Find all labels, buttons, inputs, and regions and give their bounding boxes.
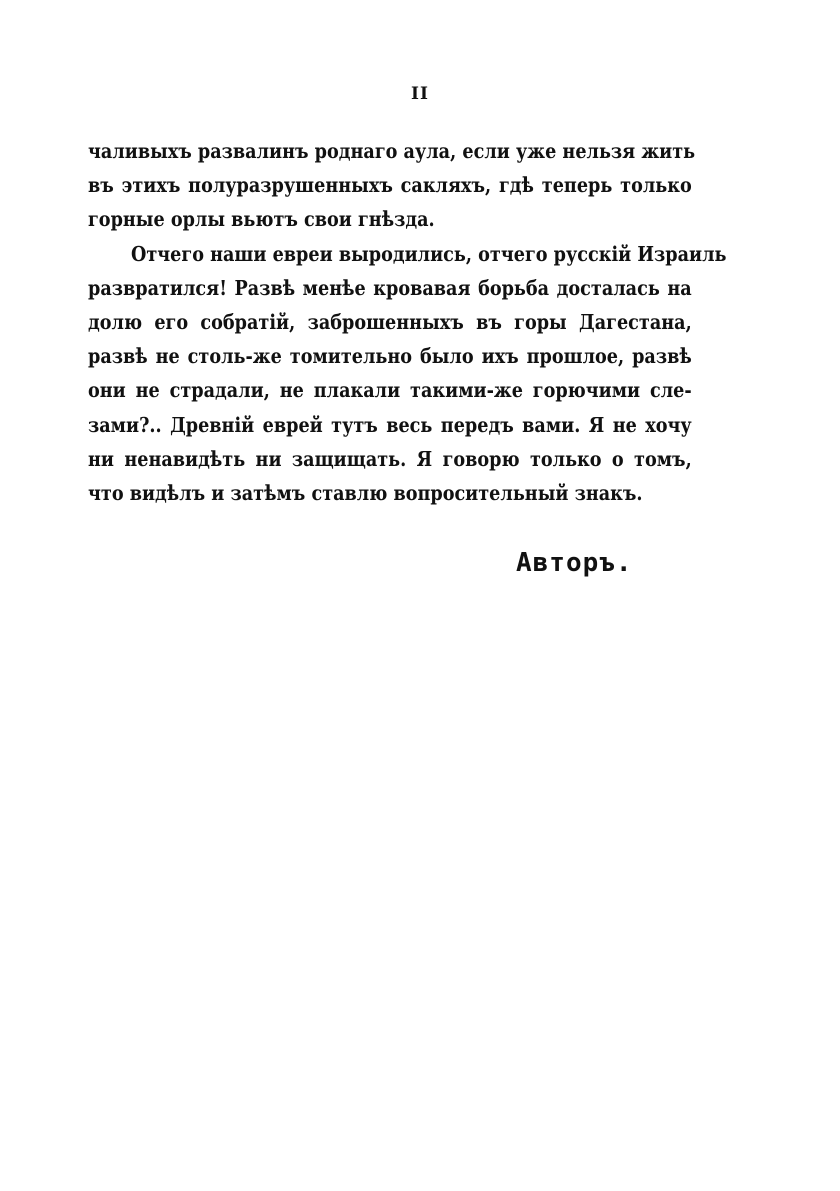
text-line: въ этихъ полуразрушенныхъ сакляхъ, гдѣ теперь только xyxy=(88,173,692,198)
text-line: они не страдали, не плакали такими-же горючими сле- xyxy=(88,378,692,403)
text-line: ни ненавидѣть ни защищать. Я говорю только о томъ, xyxy=(88,446,692,471)
page-number: II xyxy=(411,84,429,104)
author-signature: Авторъ. xyxy=(516,548,633,578)
text-line: развѣ не столь-же томительно было ихъ прошлое, развѣ xyxy=(88,344,692,369)
text-line: долю его собратій, заброшенныхъ въ горы Дагестана, xyxy=(88,309,692,334)
paragraph-2 xyxy=(88,237,727,511)
paragraph-1 xyxy=(88,134,696,237)
text-line: Отчего наши евреи выродились, отчего русскій Израиль xyxy=(131,241,727,266)
text-line: горные орлы вьютъ свои гнѣзда. xyxy=(88,207,435,232)
text-line: что видѣлъ и затѣмъ ставлю вопросительный знакъ. xyxy=(88,480,643,505)
body-text xyxy=(88,134,727,510)
text-line: развратился! Развѣ менѣе кровавая борьба досталась на xyxy=(88,275,692,300)
text-line: зами?.. Древній еврей тутъ весь передъ вами. Я не хочу xyxy=(88,412,692,437)
text-line: чаливыхъ развалинъ роднаго аула, если уже нельзя жить xyxy=(88,139,696,163)
